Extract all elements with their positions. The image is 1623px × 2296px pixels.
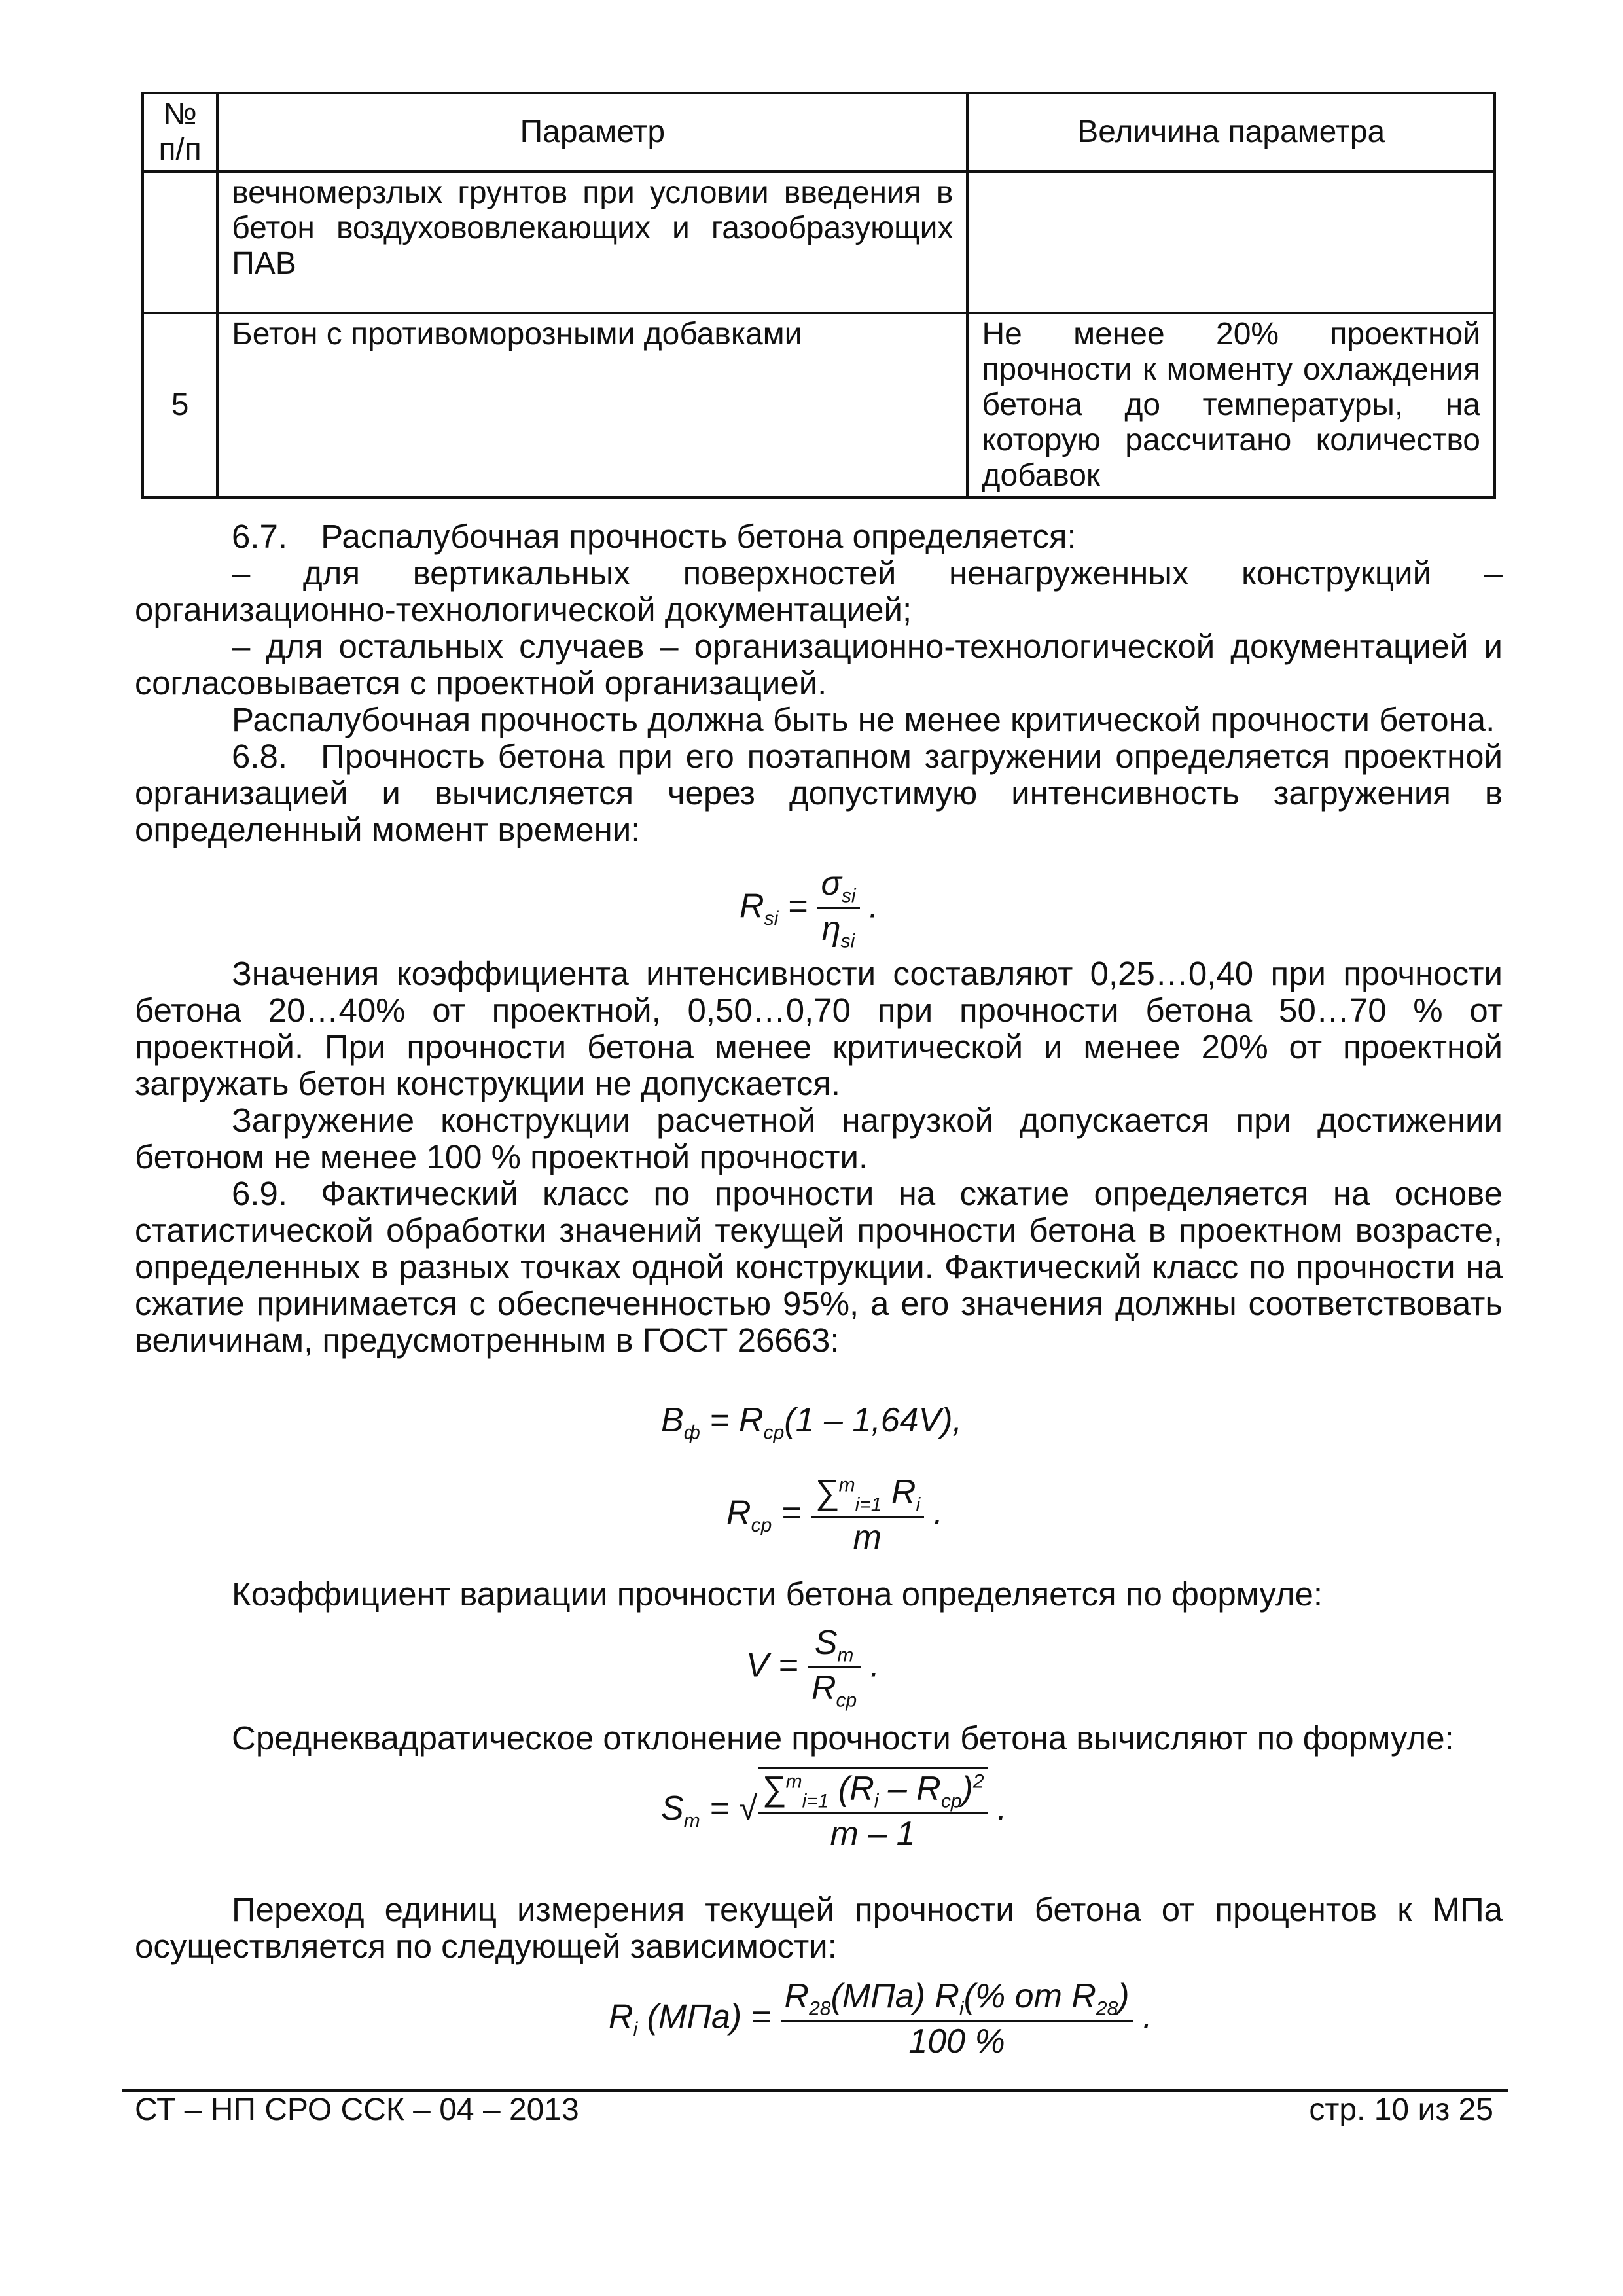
header-value: Величина параметра xyxy=(967,93,1495,171)
table-header-row xyxy=(143,93,1495,171)
row-num xyxy=(143,171,217,313)
formula-rcp: $R_{ср}$ = $\frac{\sum^m_{i=1} R_i}{m}$ . xyxy=(726,1473,944,1557)
section-s-label xyxy=(135,1720,1503,1757)
formula-rsi: $R_{si}$ = $\frac{\sigma_{si}}{\eta_{si}}$ . xyxy=(740,865,879,952)
paragraph-6-7-a: – для вертикальных поверхностей ненагруженных конструкций – организационно-технологической документацией; xyxy=(135,554,1503,628)
paragraph-mpa: Переход единиц измерения текущей прочности бетона от процентов к МПа осуществляется по следующей зависимости: xyxy=(135,1891,1503,1965)
row-param: вечномерзлых грунтов при условии введения в бетон воздухововлекающих и газообразующих ПАВ xyxy=(217,171,967,313)
header-num: № п/п xyxy=(143,93,217,171)
paragraph-6-8-b: Загружение конструкции расчетной нагрузкой допускается при достижении бетоном не менее 100 % проектной прочности. xyxy=(135,1102,1503,1175)
row-value: Не менее 20% проектной прочности к моменту охлаждения бетона до температуры, на которую рассчитано количество добавок xyxy=(967,313,1495,497)
footer-standard: СТ – НП СРО ССК – 04 – 2013 xyxy=(135,2092,579,2127)
paragraph-6-9: 6.9. Фактический класс по прочности на сжатие определяется на основе статистической обработки значений текущей прочности бетона в проектном возрасте, определенных в разных точках одной конструкции. Фактический класс по прочности на сжатие принимается с обеспеченностью 95%, а его значения должны соответствовать величинам, предусмотренным в ГОСТ 26663: xyxy=(135,1175,1503,1359)
row-param: Бетон с противоморозными добавками xyxy=(217,313,967,497)
row-value xyxy=(967,171,1495,313)
paragraph-s: Среднеквадратическое отклонение прочности бетона вычисляют по формуле: xyxy=(232,1719,1454,1757)
parameters-table xyxy=(141,92,1496,499)
paragraph-6-7-b: – для остальных случаев – организационно-технологической документацией и согласовывается с проектной организацией. xyxy=(135,628,1503,702)
formula-ri-mpa: $R_i$ (МПа) = $\frac{R_{28}(МПа) R_i(\% от R_{28})}{100 \%}$ . xyxy=(609,1977,1152,2061)
paragraph-6-7: 6.7. Распалубочная прочность бетона определяется: xyxy=(232,518,1077,555)
paragraph-6-8-a: Значения коэффициента интенсивности составляют 0,25…0,40 при прочности бетона 20…40% от проектной, 0,50…0,70 при прочности бетона 50…70 % от проектной. При прочности бетона менее критической и менее 20% от проектной загружать бетон конструкции не допускается. xyxy=(135,955,1503,1102)
paragraph-6-7-c: Распалубочная прочность должна быть не менее критической прочности бетона. xyxy=(232,701,1495,738)
table-row xyxy=(143,171,1495,313)
formula-bf: $B_ф = R_{ср}(1 - 1,64V)$, xyxy=(661,1401,962,1444)
section-v-label xyxy=(135,1576,1503,1613)
table-row xyxy=(143,313,1495,497)
section-mpa-label xyxy=(135,1892,1503,1965)
footer-page-number: стр. 10 из 25 xyxy=(1309,2092,1493,2127)
section-6-8-cont xyxy=(135,956,1503,1359)
section-6-7 xyxy=(135,518,1503,848)
row-num: 5 xyxy=(143,313,217,497)
formula-sm: $S_m$ = √ $\frac{\sum^m_{i=1} (R_i - R_{ср})^2}{m - 1}$ . xyxy=(661,1767,1007,1854)
header-param: Параметр xyxy=(217,93,967,171)
paragraph-6-8: 6.8. Прочность бетона при его поэтапном загружении определяется проектной организацией и вычисляется через допустимую интенсивность загружения в определенный момент времени: xyxy=(135,738,1503,848)
formula-v: V = $\frac{S_m}{R_{ср}}$ . xyxy=(746,1624,880,1712)
paragraph-v: Коэффициент вариации прочности бетона определяется по формуле: xyxy=(232,1575,1323,1613)
